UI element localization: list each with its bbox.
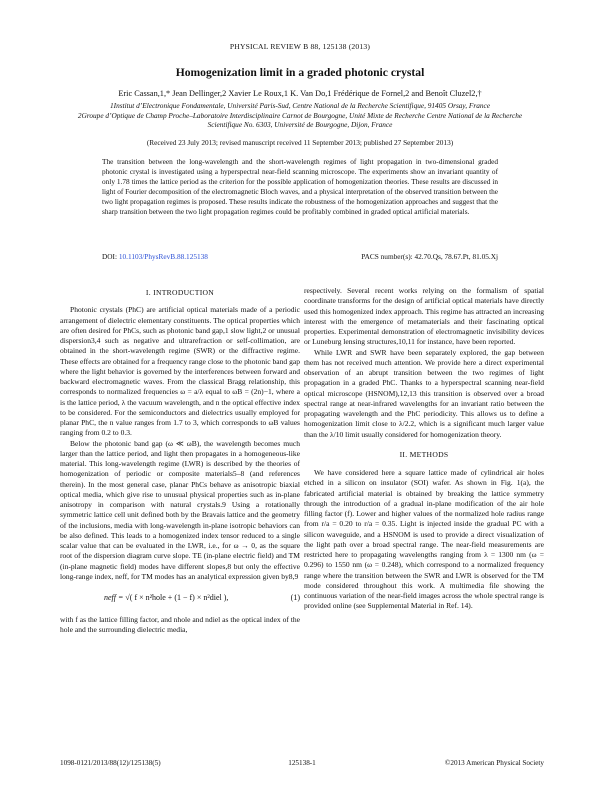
section-heading-methods: II. METHODS	[399, 449, 449, 459]
affiliation-1: 1Institut d’Electronique Fondamentale, Université Paris-Sud, Centre National de la Recherche Scientifique, 91405 Orsay, France	[110, 101, 490, 110]
left-column	[60, 288, 300, 636]
paragraph: We have considered here a square lattice made of cylindrical air holes etched in a silicon on insulator (SOI) wafer. As shown in Fig. 1(a), the fabricated artificial material is obtained by breaking the lattice symmetry through the introduction of a gradual in-plane modification of the air hole filling factor (f). Lower and higher values of the normalized hole radius range from r/a = 0.20 to r/a = 0.35. Light is injected inside the gradual PC with a silicon waveguide, and a HSNOM is used to provide a direct visualization of the light path over a broad spectral range. The near-field measurements are restricted here to propagating wavelengths ranging from λ = 1300 nm (ω = 0.296) to 1550 nm (ω = 0.248), which correspond to a normalized frequency range where the transition between the SWR and LWR is observed for the TM mode considered throughout this work. A multimedia file showing the continuous variation of the near-field images across the whole spectral range is provided online (see Supplemental Material in Ref. 14).	[304, 468, 544, 611]
paragraph: respectively. Several recent works relying on the formalism of spatial coordinate transforms for the design of artificial optical materials have directly used this homogenized index approach. This regime has attracted an increasing interest with the emergence of metamaterials and their fascinating optical properties. Experimental demonstration of electromagnetic invisibility devices or Luneburg lensing structures,10,11 for instance, have been reported.	[304, 286, 544, 347]
affiliations	[60, 101, 540, 130]
doi-link[interactable]: 10.1103/PhysRevB.88.125138	[118, 252, 208, 261]
paragraph: with f as the lattice filling factor, and nhole and ndiel as the optical index of the hole and the surrounding dielectric media,	[60, 615, 300, 635]
section-heading-introduction: I. INTRODUCTION	[145, 288, 215, 297]
doi-label: DOI:	[102, 252, 117, 261]
paragraph: Photonic crystals (PhC) are artificial optical materials made of a periodic arrangement of dielectric elementary constituents. The optical properties which are often desired for PhCs, such as photonic band gap,1 slow light,2 or unusual dispersion3,4 such as negative and ultrarefraction or self-collimation, are obtained in the short-wavelength regime (SWR) or the diffractive regime. These effects are obtained for a frequency range close to the photonic band gap where the light behavior is governed by the interferences between forward and backward electromagnetic waves. From the classical Bragg relationship, this corresponds to normalized frequencies ω = a/λ equal to ωB = (2n)−1, where a is the lattice period, λ the vacuum wavelength, and n the optical effective index to be considered. For the semiconductors and dielectrics usually employed for planar PhC, the n value ranges from 1.7 to 3, which corresponds to ωB values ranging from 0.2 to 0.3.	[60, 305, 300, 438]
page-number: 125138-1	[288, 759, 316, 767]
pacs-numbers: PACS number(s): 42.70.Qs, 78.67.Pt, 81.05.Xj	[361, 252, 498, 261]
paragraph: Below the photonic band gap (ω ≪ ωB), the wavelength becomes much larger than the lattice period, and light then propagates in a homogeneous-like material. This long-wavelength regime (LWR) is described by the theories of homogenization of periodic or composite materials5–8 (and references therein). In the most general case, planar PhCs behave as anisotropic biaxial optical media, which give rise to unusual physical properties such as in-plane anisotropy in comparison with natural crystals.9 Using a rotationally symmetric lattice cell unit defined both by the Bravais lattice and the geometry of the inclusions, media with long-wavelength in-plane isotropic behaviors can be also defined. This leads to a homogenized index tensor reduced to a single scalar value that can be evaluated in the LWR, i.e., for ω → 0, as the square root of the dispersion diagram curve slope. TE (in-plane electric field) and TM (in-plane magnetic field) modes have different slopes,8 but only the effective long-range index, neff, for TM modes has an analytical expression given by8,9	[60, 438, 300, 581]
copyright: ©2013 American Physical Society	[444, 759, 544, 767]
right-column	[304, 286, 544, 612]
equation-number: (1)	[290, 593, 300, 602]
paper-title: Homogenization limit in a graded photonic crystal	[175, 66, 425, 79]
doi-line	[102, 252, 498, 261]
page-footer	[60, 759, 544, 771]
received-dates: (Received 23 July 2013; revised manuscript received 11 September 2013; published 27 September 2013)	[146, 138, 454, 147]
paragraph: While LWR and SWR have been separately explored, the gap between them has not received much attention. We provide here a direct experimental observation of an abrupt transition between the two regimes of light propagation in a graded PhC. Thanks to a hyperspectral scanning near-field optical microscope (HSNOM),12,13 this transition is observed over a broad spectral range at near-infrared wavelengths for an invariant ratio between the propagating wavelength and the PhC periodicity. This allows us to define a homogenization limit close to λ/2.2, which is a significant much larger value than the λ/10 limit usually considered for homogenization theory.	[304, 347, 544, 439]
author-list: Eric Cassan,1,* Jean Dellinger,2 Xavier Le Roux,1 K. Van Do,1 Frédérique de Fornel,2 and Benoît Cluzel2,†	[118, 89, 482, 98]
equation-1	[60, 585, 300, 613]
affiliation-2: 2Groupe d’Optique de Champ Proche–Laboratoire Interdisciplinaire Carnot de Bourgogne, Unité Mixte de Recherche Centre National de la Recherche Scientifique No. 6303, Université de Bourgogne, Dijon, France	[77, 110, 523, 130]
footer-code: 1098-0121/2013/88(12)/125138(5)	[60, 759, 161, 767]
equation-rhs: √( f × n²hole + (1 − f) × n²diel ),	[125, 593, 229, 602]
equation-body	[104, 593, 228, 603]
abstract: The transition between the long-wavelength and the short-wavelength regimes of light propagation in two-dimensional graded photonic crystal is investigated using a hyperspectral near-field scanning microscope. The experiments show an invariant quantity of only 1.78 times the lattice period as the criterion for the possible application of homogenization theories. These results are discussed in light of Fourier decomposition of the electromagnetic Bloch waves, and a physical interpretation of the observed transition between the two light propagation regimes is proposed. These results indicate the robustness of the homogenization approaches and suggest that the sharp transition between the two light propagation regimes could be profitably combined in graded optical artificial materials.	[102, 157, 498, 216]
equation-lhs: neff =	[104, 593, 124, 602]
journal-header: PHYSICAL REVIEW B 88, 125138 (2013)	[229, 42, 371, 51]
